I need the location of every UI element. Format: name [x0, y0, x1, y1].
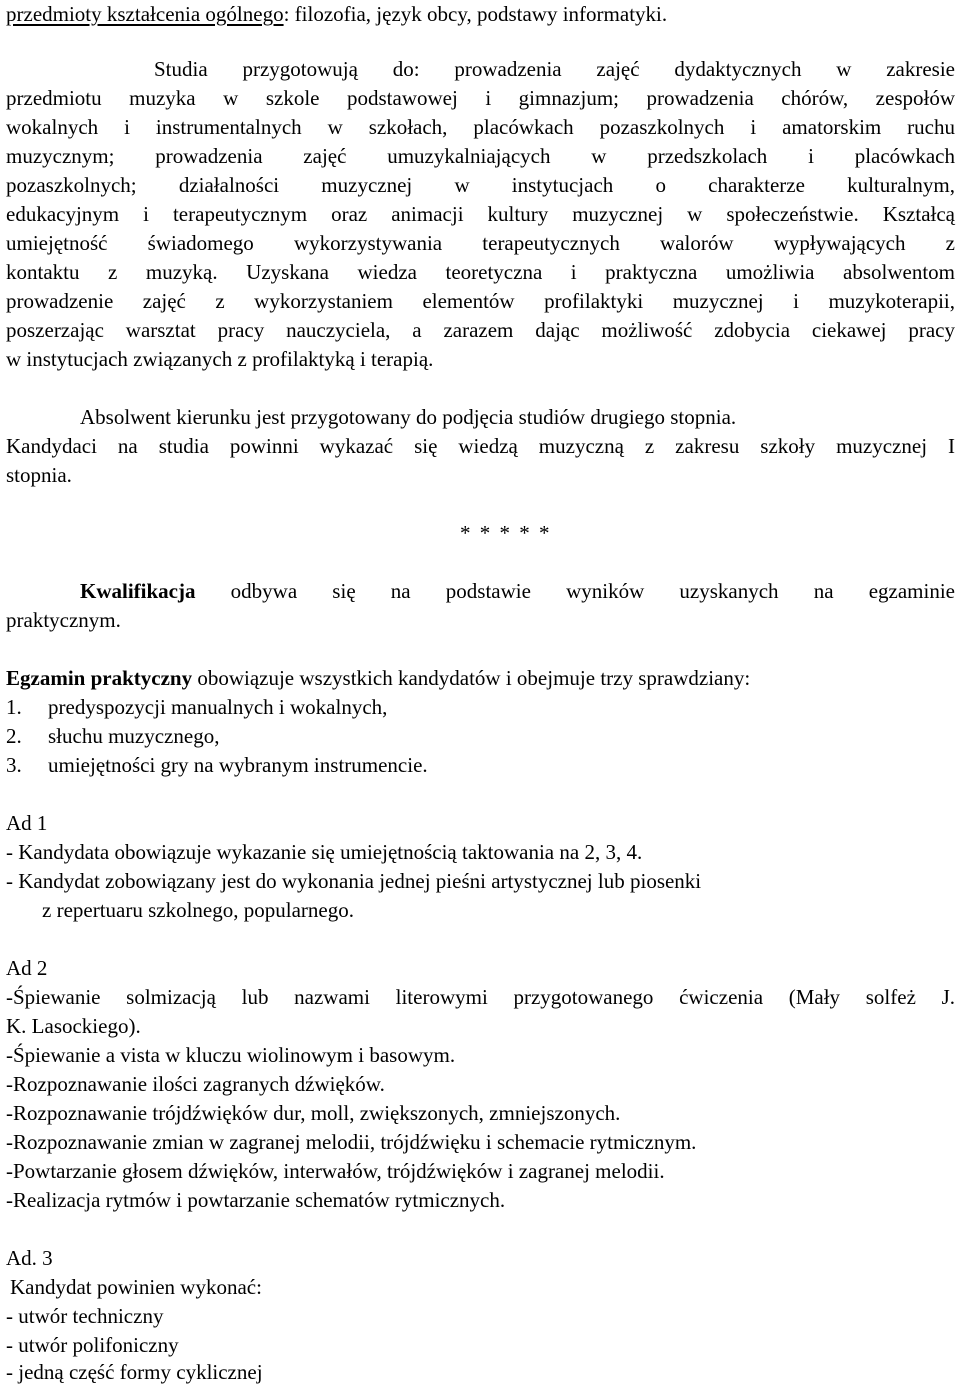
- ad2-line: -Rozpoznawanie zmian w zagranej melodii, trójdźwięku i schemacie rytmicznym.: [6, 1130, 697, 1154]
- ad2-line: K. Lasockiego).: [6, 1014, 141, 1038]
- kwalifikacja-line: [80, 577, 955, 606]
- ad3-item: - jedną część formy cyklicznej: [6, 1360, 263, 1384]
- egzamin-label: Egzamin praktyczny: [6, 666, 193, 690]
- paragraph-line: wokalnych i instrumentalnych w szkołach, placówkach pozaszkolnych i amatorskim ruchu: [6, 115, 955, 139]
- ad2-line: -Powtarzanie głosem dźwięków, interwałów, trójdźwięków i zagranej melodii.: [6, 1159, 665, 1183]
- egzamin-heading-line: [6, 664, 955, 693]
- egzamin-item: [6, 751, 955, 780]
- ad3-intro: Kandydat powinien wykonać:: [10, 1275, 262, 1299]
- paragraph-line: Kandydaci na studia powinni wykazać się wiedzą muzyczną z zakresu szkoły muzycznej I: [6, 434, 955, 458]
- egzamin-item-number: 2.: [6, 724, 22, 748]
- ad1-heading: Ad 1: [6, 811, 48, 835]
- ad2-line: -Realizacja rytmów i powtarzanie schematów rytmicznych.: [6, 1188, 506, 1212]
- egzamin-item: [6, 693, 955, 722]
- paragraph-line: Studia przygotowują do: prowadzenia zajęć dydaktycznych w zakresie: [154, 57, 955, 81]
- egzamin-text: obowiązuje wszystkich kandydatów i obejmuje trzy sprawdziany:: [192, 666, 751, 690]
- ad1-line: - Kandydat zobowiązany jest do wykonania jednej pieśni artystycznej lub piosenki: [6, 869, 702, 893]
- paragraph-line: poszerzając warsztat pracy nauczyciela, a zarazem dając możliwość zdobycia ciekawej pracy: [6, 318, 955, 342]
- paragraph-line: stopnia.: [6, 463, 72, 487]
- kwalifikacja-line2: praktycznym.: [6, 608, 121, 632]
- paragraph-line: przedmiotu muzyka w szkole podstawowej i gimnazjum; prowadzenia chórów, zespołów: [6, 86, 955, 110]
- intro-rest-text: : filozofia, język obcy, podstawy informatyki.: [283, 2, 668, 26]
- ad2-line: -Rozpoznawanie ilości zagranych dźwięków.: [6, 1072, 385, 1096]
- paragraph-line: Absolwent kierunku jest przygotowany do podjęcia studiów drugiego stopnia.: [80, 405, 737, 429]
- paragraph-line: umiejętność świadomego wykorzystywania terapeutycznych walorów wypływających z: [6, 231, 955, 255]
- paragraph-line: muzycznym; prowadzenia zajęć umuzykalniających w przedszkolach i placówkach: [6, 144, 955, 168]
- ad3-item: - utwór polifoniczny: [6, 1333, 179, 1357]
- paragraph-line: w instytucjach związanych z profilaktyką i terapią.: [6, 347, 434, 371]
- paragraph-line: pozaszkolnych; działalności muzycznej w instytucjach o charakterze kulturalnym,: [6, 173, 955, 197]
- kwalifikacja-label: Kwalifikacja: [80, 579, 196, 603]
- egzamin-item-text: słuchu muzycznego,: [48, 724, 220, 748]
- egzamin-item-text: predyspozycji manualnych i wokalnych,: [48, 695, 388, 719]
- section-separator: * * * * *: [460, 521, 550, 545]
- egzamin-item: [6, 722, 955, 751]
- ad2-line: -Rozpoznawanie trójdźwięków dur, moll, zwiększonych, zmniejszonych.: [6, 1101, 621, 1125]
- ad1-line: z repertuaru szkolnego, popularnego.: [42, 898, 354, 922]
- ad2-line: -Śpiewanie solmizacją lub nazwami literowymi przygotowanego ćwiczenia (Mały solfeż J.: [6, 985, 955, 1009]
- egzamin-item-text: umiejętności gry na wybranym instrumencie.: [48, 753, 428, 777]
- ad2-heading: Ad 2: [6, 956, 48, 980]
- ad3-item: - utwór techniczny: [6, 1304, 164, 1328]
- egzamin-item-number: 3.: [6, 753, 22, 777]
- ad2-line: -Śpiewanie a vista w kluczu wiolinowym i basowym.: [6, 1043, 456, 1067]
- paragraph-line: edukacyjnym i terapeutycznym oraz animacji kultury muzycznej w społeczeństwie. Kształcą: [6, 202, 955, 226]
- ad1-line: - Kandydata obowiązuje wykazanie się umiejętnością taktowania na 2, 3, 4.: [6, 840, 643, 864]
- intro-line: [6, 0, 955, 29]
- intro-underlined-text: przedmioty kształcenia ogólnego: [6, 2, 284, 26]
- ad3-heading: Ad. 3: [6, 1246, 53, 1270]
- paragraph-line: kontaktu z muzyką. Uzyskana wiedza teoretyczna i praktyczna umożliwia absolwentom: [6, 260, 955, 284]
- egzamin-item-number: 1.: [6, 695, 22, 719]
- kwalifikacja-text: odbywa się na podstawie wyników uzyskanych na egzaminie: [195, 579, 955, 603]
- paragraph-line: prowadzenie zajęć z wykorzystaniem elementów profilaktyki muzycznej i muzykoterapii,: [6, 289, 955, 313]
